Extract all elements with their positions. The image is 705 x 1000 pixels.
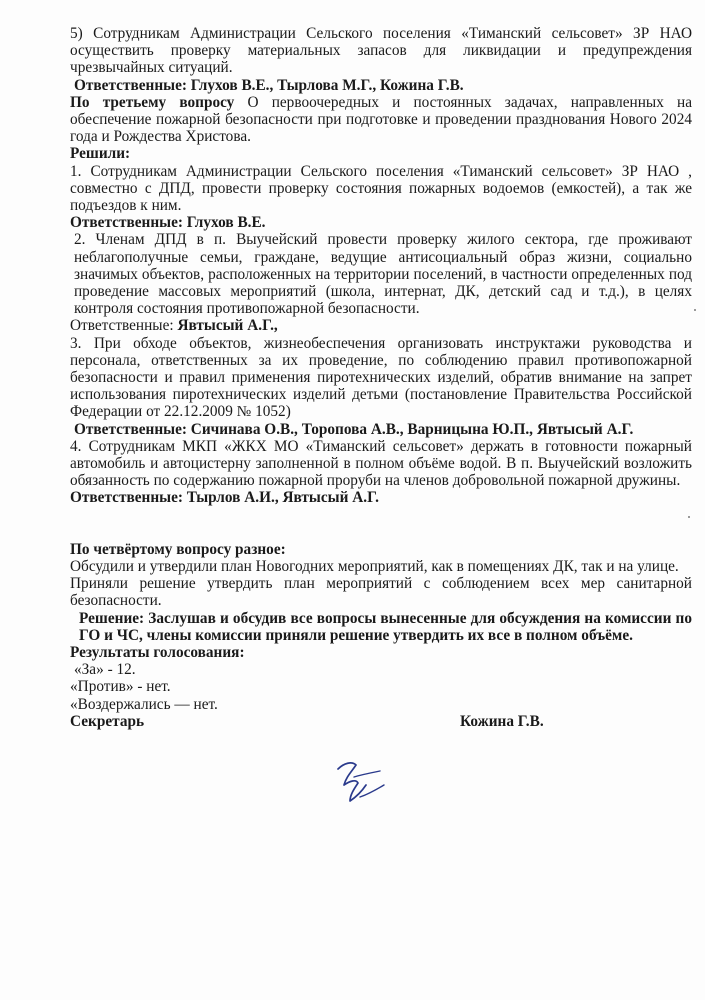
third-question-text: О первоочередных и постоянных задачах, направленных на обеспечение пожарной безопасности при подготовке и проведении празднования Нового 2024 года и Рождества Христова. bbox=[70, 93, 692, 146]
responsible-decision-1: Ответственные: Глухов В.Е. bbox=[70, 214, 266, 232]
third-question bbox=[70, 94, 692, 146]
scan-speck bbox=[694, 309, 696, 311]
responsible-decision-2-name: Явтысый А.Г., bbox=[177, 317, 278, 335]
spacer bbox=[70, 507, 692, 541]
vote-abstain: «Воздержались — нет. bbox=[70, 695, 218, 713]
responsible-decision-4: Ответственные: Тырлов А.И., Явтысый А.Г. bbox=[70, 489, 379, 507]
responsible-item-5: Ответственные: Глухов В.Е., Тырлова М.Г., Кожина Г.В. bbox=[74, 76, 464, 94]
third-question-label: По третьему вопросу bbox=[70, 93, 235, 111]
fourth-question-label: По четвёртому вопросу разное: bbox=[70, 540, 286, 558]
signature-row bbox=[70, 713, 692, 731]
secretary-name: Кожина Г.В. bbox=[460, 712, 544, 730]
fourth-question-paragraph-2: Приняли решение утвердить план мероприятий с соблюдением всех мер санитарной безопасности. bbox=[70, 575, 692, 610]
responsible-decision-2-label: Ответственные: bbox=[70, 317, 178, 335]
responsible-decision-3: Ответственные: Сичинава О.В., Торопова А.В., Варницына Ю.П., Явтысый А.Г. bbox=[74, 420, 634, 438]
decided-heading: Решили: bbox=[70, 145, 131, 163]
vote-for: «За» - 12. bbox=[74, 661, 136, 679]
secretary-label: Секретарь bbox=[70, 712, 145, 730]
decision-3: 3. При обходе объектов, жизнеобеспечения организовать инструктажи руководства и персонала, ответственных за их проведение, по соблюдению правил противопожарной безопасности и правил применения пиротехнических изделий, обратив внимание на запрет использования пиротехнических изделий детьми (постановление Правительства Российской Федерации от 22.12.2009 № 1052) bbox=[70, 334, 692, 421]
decision-4: 4. Сотрудникам МКП «ЖКХ МО «Тиманский сельсовет» держать в готовности пожарный автомобиль и автоцистерну заполненной в полном объёме водой. В п. Выучейский возложить обязанность по содержанию пожарной проруби на членов добровольной пожарной дружины. bbox=[70, 437, 692, 490]
final-decision: Решение: Заслушав и обсудив все вопросы вынесенные для обсуждения на комиссии по ГО и ЧС, члены комиссии приняли решение утвердить их все в полном объёме. bbox=[79, 609, 692, 644]
decision-2: 2. Членам ДПД в п. Выучейский провести проверку жилого сектора, где проживают неблагополучные семьи, граждане, ведущие антисоциальный образ жизни, социально значимых объектов, расположенных на территории поселений, в частности определенных под проведение массовых мероприятий (школа, интернат, ДК, детский сад и т.д.), в целях контроля состояния противопожарной безопасности. bbox=[74, 231, 692, 318]
document-body bbox=[70, 25, 692, 731]
vote-against: «Против» - нет. bbox=[70, 678, 171, 696]
responsible-decision-2 bbox=[70, 317, 692, 334]
item-5: 5) Сотрудникам Администрации Сельского поселения «Тиманский сельсовет» ЗР НАО осуществить проверку материальных запасов для ликвидации и предупреждения чрезвычайных ситуаций. bbox=[70, 25, 692, 77]
scan-speck bbox=[688, 516, 690, 518]
fourth-question-paragraph-1: Обсудили и утвердили план Новогодних мероприятий, как в помещениях ДК, так и на улице. bbox=[70, 557, 679, 575]
vote-results-heading: Результаты голосования: bbox=[70, 643, 245, 661]
handwritten-signature bbox=[330, 757, 390, 809]
decision-1: 1. Сотрудникам Администрации Сельского поселения «Тиманский сельсовет» ЗР НАО , совместно с ДПД, провести проверку состояния пожарных водоемов (емкостей), а так же подъездов к ним. bbox=[70, 162, 692, 215]
